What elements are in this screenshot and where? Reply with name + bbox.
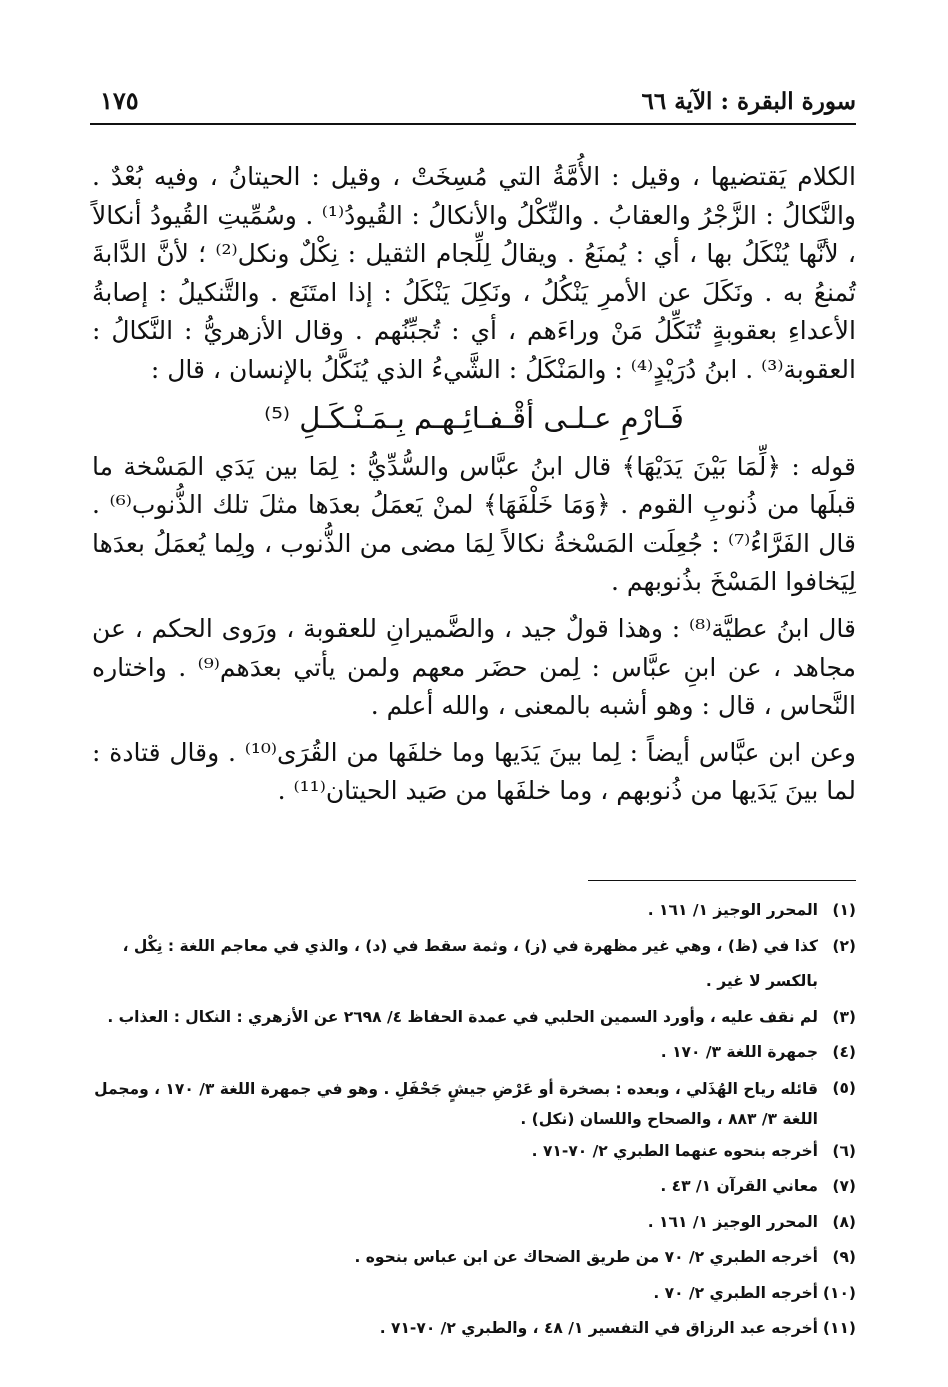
footnote-item [92, 893, 856, 929]
footnote-item [92, 1169, 856, 1205]
paragraph-2: قوله : ﴿لِّمَا بَيْنَ يَدَيْهَا﴾ قال ابنُ عبَّاس والسُّدِّيُّ : لِمَا بين يَدَي المَسْخة ما قبلَها من ذُنوبِ القوم . ﴿وَمَا خَلْفَهَا﴾ لمنْ يَعمَلُ بعدَها مثلَ تلك الذُّنوب⁽⁶⁾ . قال الفَرَّاءُ⁽⁷⁾ : جُعِلَت المَسْخةُ نكالاً لِمَا مضى من الذُّنوب ، ولِما يُعمَلُ بعدَها لِيَخافوا المَسْخَ بذُنوبهم . [92, 451, 856, 597]
paragraph-4: وعن ابن عبَّاس أيضاً : لِما بينَ يَدَيها وما خلفَها من القُرَى⁽¹⁰⁾ . وقال قتادة : لما بينَ يَدَيها من ذُنوبهم ، وما خلفَها من صَيد الحيتان⁽¹¹⁾ . [92, 737, 856, 806]
footnote-number: (٨) [832, 1212, 856, 1231]
footnote-number: (١) [832, 901, 856, 919]
footnote-text: قائله رياح الهُذَلي ، وبعده : بصخرة أو عَرْضِ جيشٍ جَحْفَلِ . وهو في جمهرة اللغة ٣/ ١٧٠ ، ومجمل اللغة ٣/ ٨٨٣ ، والصحاح واللسان (نكل) . [94, 1079, 818, 1128]
footnote-number: (٧) [832, 1177, 856, 1195]
footnote-number: (١٠) [822, 1283, 856, 1302]
footnote-text: كذا في (ظ) ، وهي غير مظهرة في (ز) ، وثمة سقط في (د) ، والذي في معاجم اللغة : نِكْل ، بالكسر لا غير . [122, 936, 818, 990]
footnote-number: (٣) [832, 1007, 856, 1026]
footnote-item [92, 1311, 856, 1347]
page-header [90, 80, 856, 124]
footnote-number: (١١) [822, 1319, 856, 1337]
footnote-number: (٢) [832, 936, 856, 955]
footnote-number: (٥) [832, 1078, 856, 1097]
footnote-text: لم نقف عليه ، وأورد السمين الحلبي في عمدة الحفاظ ٤/ ٢٦٩٨ عن الأزهري : النكال : العذاب . [107, 1007, 818, 1026]
footnotes [92, 893, 856, 1347]
main-text [92, 158, 856, 811]
running-title: سورة البقرة : الآية ٦٦ [641, 88, 856, 115]
paragraph-3: قال ابنُ عطيَّة⁽⁸⁾ : وهذا قولٌ جيد ، والضَّميرانِ للعقوبة ، ورَوى الحكم ، عن مجاهد ، عن ابنِ عبَّاس : لِمن حضَر معهم ولمن يأتي بعدَهم⁽⁹⁾ . واختاره النَّحاس ، قال : وهو أشبه بالمعنى ، والله أعلم . [92, 613, 856, 721]
footnote-text: أخرجه الطبري ٢/ ٧٠ . [653, 1283, 818, 1302]
footnote-item [92, 1000, 856, 1036]
page-number: ١٧٥ [100, 86, 139, 115]
paragraph-1: الكلام يَقتضيها ، وقيل : الأُمَّةُ التي مُسِخَتْ ، وقيل : الحيتانُ ، وفيه بُعْدٌ . والنَّكالُ : الزَّجْرُ والعقابُ . والنِّكْلُ والأنكالُ : القُيودُ⁽¹⁾ . وسُمِّيتِ القُيودُ أنكالاً ، لأنَّها يُنْكَلُ بها ، أي : يُمنَعُ . ويقالُ لِلِّجام الثقيل : نِكْلٌ ونكل⁽²⁾ ؛ لأنَّ الدَّابةَ تُمنعُ به . ونَكَلَ عن الأمرِ يَنْكُلُ ، ونَكِلَ يَنْكَلُ : إذا امتَنَع . والتَّنكيلُ : إصابةُ الأعداءِ بعقوبةٍ تُنَكِّلُ مَنْ وراءَهم ، أي : تُجبِّنُهم . وقال الأزهريُّ : النَّكالُ : العقوبة⁽³⁾ . ابنُ دُرَيْدٍ⁽⁴⁾ : والمَنْكَلُ : الشَّيءُ الذي يُنَكَّلُ بالإنسان ، قال : [92, 162, 856, 384]
footnote-item [92, 929, 856, 1000]
footnote-item [92, 1205, 856, 1241]
footnote-number: (٤) [832, 1043, 856, 1061]
footnote-item [92, 1071, 856, 1134]
footnote-separator [588, 880, 856, 881]
footnote-text: أخرجه الطبري ٢/ ٧٠ من طريق الضحاك عن ابن عباس بنحوه . [354, 1248, 818, 1266]
footnote-item [92, 1240, 856, 1276]
footnote-item [92, 1134, 856, 1170]
footnote-text: معاني القرآن ١/ ٤٣ . [660, 1177, 818, 1195]
footnote-text: أخرجه عبد الرزاق في التفسير ١/ ٤٨ ، والطبري ٢/ ٧٠-٧١ . [379, 1319, 818, 1337]
footnote-text: جمهرة اللغة ٣/ ١٧٠ . [660, 1043, 818, 1061]
footnote-item [92, 1035, 856, 1071]
footnote-number: (٩) [832, 1248, 856, 1266]
footnote-item [92, 1276, 856, 1312]
footnote-number: (٦) [832, 1141, 856, 1160]
footnote-text: أخرجه بنحوه عنهما الطبري ٢/ ٧٠-٧١ . [531, 1141, 818, 1160]
poetry-verse: فَـارْمِ عـلـى أقْـفـائِـهـم بِـمَـنْـكَـلِ ⁽⁵⁾ [264, 400, 684, 435]
footnote-text: المحرر الوجيز ١/ ١٦١ . [647, 901, 818, 919]
header-rule [90, 123, 856, 125]
footnote-text: المحرر الوجيز ١/ ١٦١ . [647, 1212, 818, 1231]
